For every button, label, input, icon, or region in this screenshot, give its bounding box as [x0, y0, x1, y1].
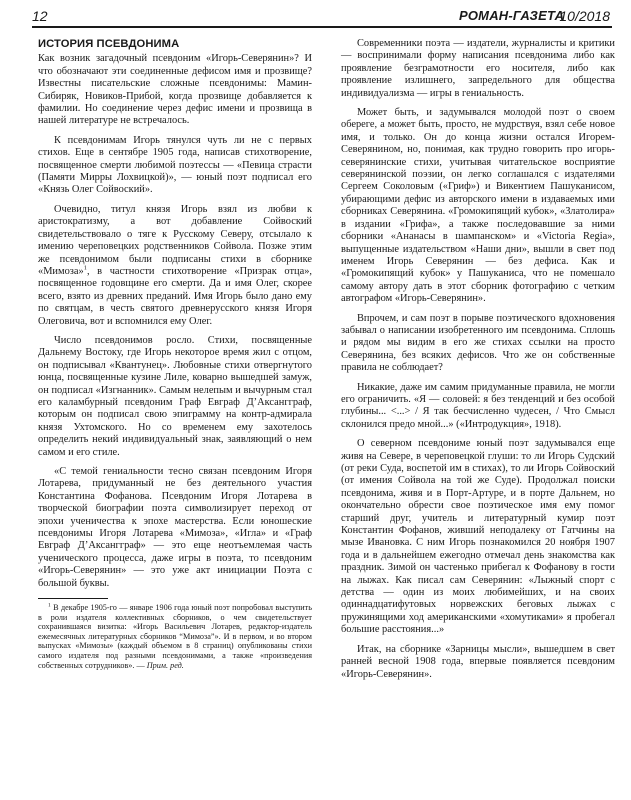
paragraph-text: Очевидно, титул князя Игорь взял из любви к аристократизму, а вот добавление Сойвоский свидетельствовало о тяге к Русскому Северу, отсылало к имению череповецких родственников Сойвола. Позже этим же псевдонимом были подписаны стихи в сборнике «Мимоза»	[38, 203, 312, 277]
paragraph: К псевдонимам Игорь тянулся чуть ли не с первых стихов. Еще в сентябре 1905 года, написав стихотворение, посвященное смерти любимой поэтессы — «Певица страсти (Памяти Мирры Лохвицкой)», — юный поэт подписал его «Князь Олег Сойвоский».	[38, 134, 312, 196]
paragraph: Современники поэта — издатели, журналисты и критики — воспринимали форму написания псевдонима либо как проявление безграмотности его носителя, либо как проявление излишнего, запредельного для общества индивидуализма — игры в гениальность.	[341, 38, 615, 99]
paragraph: Может быть, и задумывался молодой поэт о своем обереге, а может быть, просто, не мудрствуя, взял себе новое имя, и только. Он до конца жизни остался Игорем-Северянином, но, понимая, как трудно говорить про игорь-северянинские стихи, учитывая читательское восприятие северянинской поэзии, он легко соглашался с издателями Сергеем Соколовым («Гриф») и Викентием Пашуканисом, убирающими дефис из авторского имени в издаваемых ими сборниках Северянина. «Громокипящий кубок», «Златолира» в издании «Грифа», а также последовавшие за ними сборники «Ананасы в шампанском» и «Victoria Regia», выпущенные издательством «Наши дни», вышли в свет под именем Игорь Северянин — без дефиса. Как и «Громокипящий кубок» у Пашуканиса, что не помешало самому автору дать в этот сборник фотографию с четким автографом «Игорь-Северянин».	[341, 107, 615, 305]
paragraph: «С темой гениальности тесно связан псевдоним Игоря Лотарева, придуманный не без деятельного участия Константина Фофанова. Псевдоним Игоря Лотарева в творческой биографии поэта символизирует переход от эпохи ученичества к эпохе мастерства. Если юношеские псевдонимы Игоря Лотарева «Мимоза», «Игла» и «Граф Евграф Д’Аксангграф» — это еще неотъемлемая часть ученического процесса, даже игры в поэта, то псевдоним «Игорь-Северянин» — это уже акт инициации Поэта с большой буквы.	[38, 466, 312, 589]
paragraph-text: , в частности стихотворение «Призрак отца», посвященное годовщине его смерти. Да и имя Олег, скорее всего, взято из древних преданий. Имя Игорь было дано ему по святцам, в честь святого древнерусского князя Игоря Олеговича, вот и вспомнился ему Олег.	[38, 265, 312, 327]
right-column	[341, 38, 615, 688]
paragraph	[38, 204, 312, 328]
header-rule	[32, 26, 612, 28]
footnote-text: В декабре 1905-го — январе 1906 года юный поэт попробовал выступить в роли издателя коллективных сборников, о чем свидетельствует сохранившаяся визитка: «Игорь Васильевич Лотарев, редактор-издатель ежемесячных литературных сборников “Мимоза”». И в первом, и во втором выпусках «Мимозы» (каждый объемом в 8 страниц) опубликованы стихи самого издателя под разными псевдонимами, а также «произведения собственных сотрудников». —	[38, 603, 312, 670]
running-header	[32, 6, 612, 28]
paragraph: Никакие, даже им самим придуманные правила, не могли его ограничить. «Я — соловей: я без тенденций и без особой глубины... <...> / Я так бесчисленно чудесен, / Что Смысл склонился предо мной...» («Интродукция», 1918).	[341, 381, 615, 430]
left-column	[38, 38, 312, 670]
section-title: ИСТОРИЯ ПСЕВДОНИМА	[38, 38, 180, 50]
paragraph: О северном псевдониме юный поэт задумывался еще живя на Севере, в череповецкой глуши: то ли Игорь Судский (от реки Суда, воспетой им в стихах), то ли Игорь Сойвоский (от имения Сойвола на той же Суде). Продолжал поиски псевдонима, живя и в Порт-Артуре, и в порте Дальнем, но окончательно обрести свое поэтическое имя ему помог старший друг, учитель и литературный кумир поэт Константин Фофанов, живший неподалеку от Гатчины на мызе Ивановка. С ним Игорь познакомился 20 ноября 1907 года и в дальнейшем ежегодно отмечал день знакомства как праздник. Зимой он частенько прибегал к Фофанову в гости на лыжах. Как писал сам Северянин: «Лыжный спорт с детства — один из моих любимейших, и на своих одиннадцатифутовых норвежских беговых лыжах с пружинящими ход американскими «хомутиками» я пробегал большие расстояния...»	[341, 438, 615, 636]
magazine-title: РОМАН-ГАЗЕТА	[459, 8, 565, 23]
paragraph: Итак, на сборнике «Зарницы мысли», вышедшем в свет ранней весной 1908 года, впервые появляется псевдоним «Игорь-Северянин».	[341, 643, 615, 680]
page-number: 12	[32, 8, 48, 24]
footnote-divider	[38, 598, 108, 599]
paragraph: Число псевдонимов росло. Стихи, посвященные Дальнему Востоку, где Игорь некоторое время жил с отцом, он подписывал «Квантунец». Любовные стихи отвергнутого юнца, посвященные кузине Лиле, коварно вышедшей замуж, он подписал «Изгнанник». Самым нелепым и вычурным стал его каламбурный псевдоним Граф Евграф Д’Аксангграф, которым он подписал свою эпиграмму на контр-адмирала князя Ухтомского. Но со временем ему захотелось определить некий индивидуальный знак, заявляющий о нем самом и его стиле.	[38, 334, 312, 458]
footnote-reference[interactable]: 1	[83, 264, 87, 272]
paragraph: Как возник загадочный псевдоним «Игорь-Северянин»? И что обозначают эти соединенные дефисом имя и прозвище? Известны писательские сложные псевдонимы: Мамин-Сибиряк, Новиков-Прибой, когда прозвище добавляется к фамилии. Но соединение через дефис имени и прозвища в нашей литературе не встречалось.	[38, 53, 312, 127]
issue-number: 10/2018	[559, 8, 610, 24]
paragraph: Впрочем, и сам поэт в порыве поэтического вдохновения забывал о написании изобретенного им псевдонима. Сплошь и рядом мы видим в его же стихах ссылки на просто Северянина, без всяких дефисов. Что же он собственные правила не соблюдает?	[341, 312, 615, 374]
footnote	[38, 603, 312, 670]
footnote-marker: 1	[48, 602, 51, 609]
footnote-signature: Прим. ред.	[146, 660, 184, 670]
